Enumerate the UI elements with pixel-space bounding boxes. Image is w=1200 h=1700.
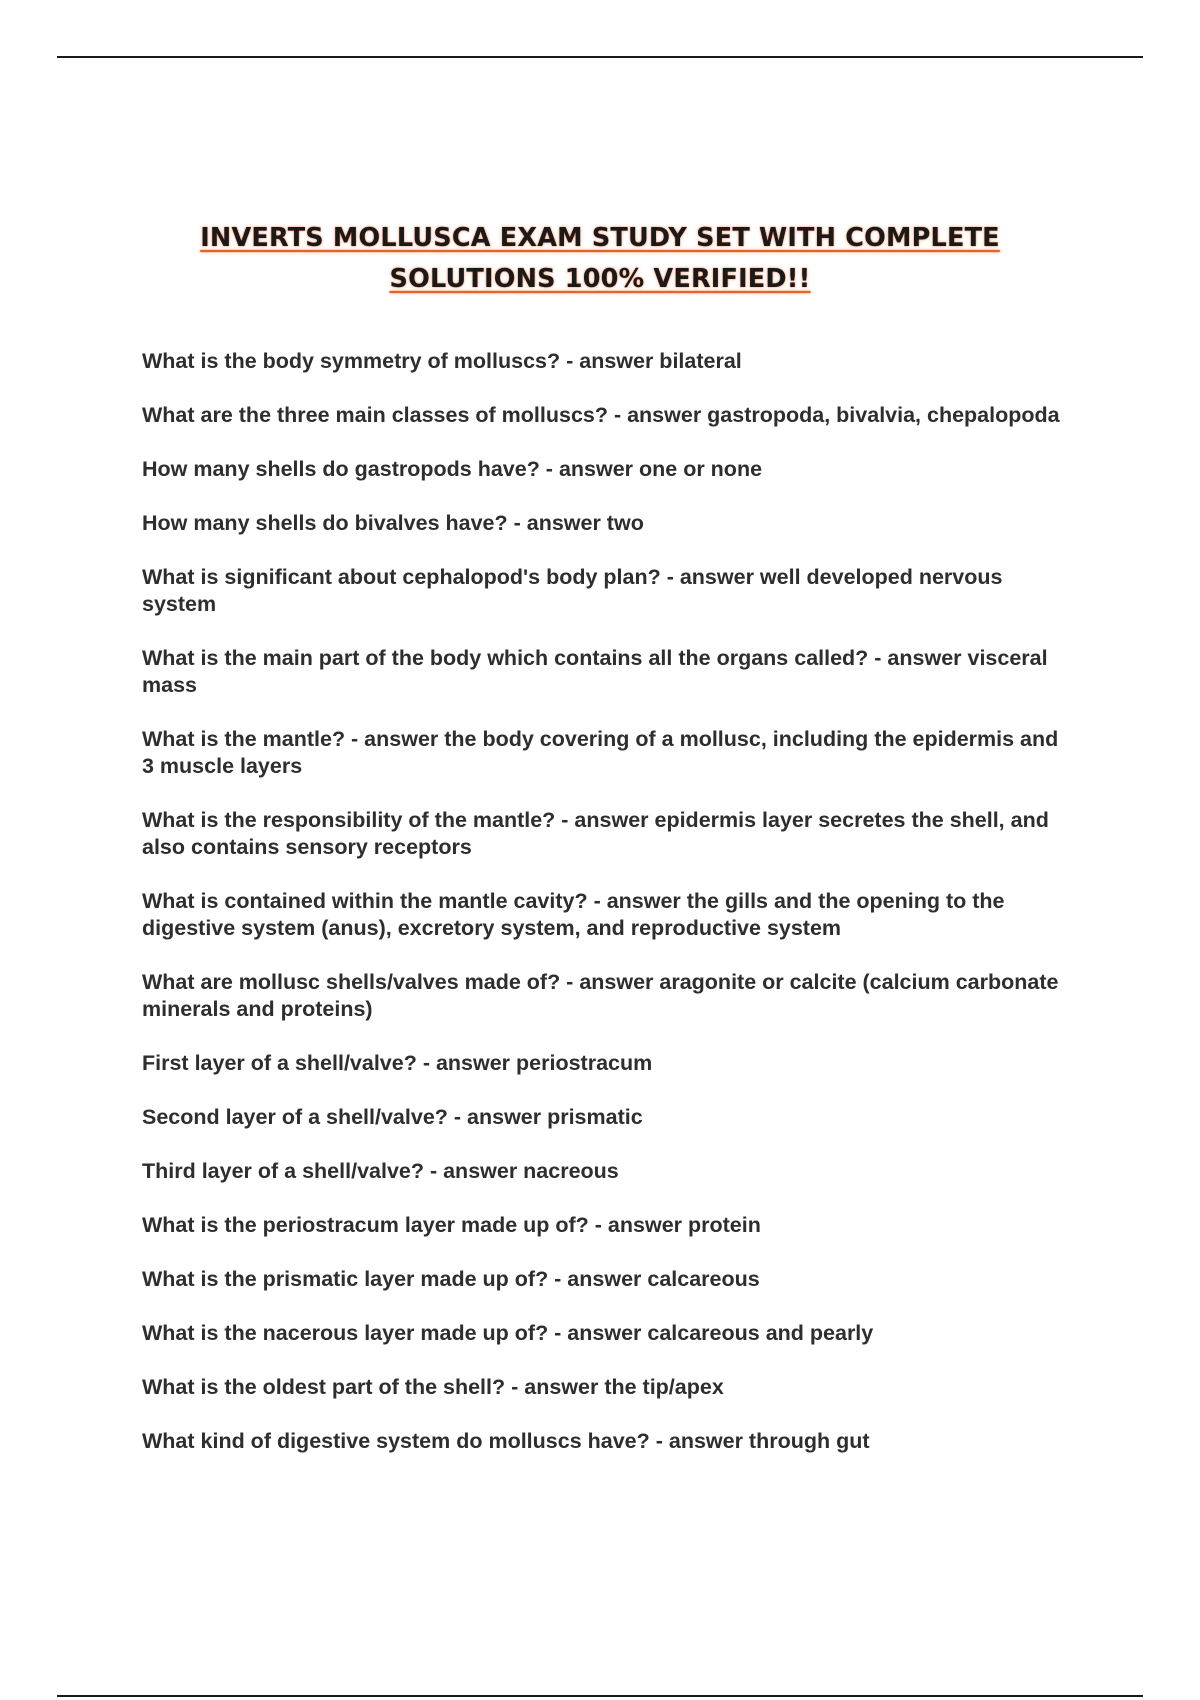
qa-item: What is significant about cephalopod's body plan? - answer well developed nervous system [142,565,1003,616]
footer-rule [57,1695,1143,1697]
qa-item: What is the main part of the body which contains all the organs called? - answer visceral mass [142,646,1048,697]
qa-item: Third layer of a shell/valve? - answer nacreous [142,1159,619,1183]
qa-item: What is the responsibility of the mantle? - answer epidermis layer secretes the shell, and also contains sensory receptors [142,808,1049,859]
qa-item: First layer of a shell/valve? - answer periostracum [142,1051,653,1075]
qa-item: What is the prismatic layer made up of? - answer calcareous [142,1267,760,1291]
title-line-2: SOLUTIONS 100% VERIFIED!! [389,264,811,294]
qa-item: How many shells do gastropods have? - answer one or none [142,457,763,481]
qa-item: What are the three main classes of molluscs? - answer gastropoda, bivalvia, chepalopoda [142,403,1060,427]
qa-item: What is contained within the mantle cavity? - answer the gills and the opening to the digestive system (anus), excretory system, and reproductive system [142,889,1005,940]
qa-item: What kind of digestive system do molluscs have? - answer through gut [142,1429,870,1453]
qa-list [142,348,1062,1455]
qa-item: What is the periostracum layer made up of? - answer protein [142,1213,761,1237]
qa-item: What are mollusc shells/valves made of? - answer aragonite or calcite (calcium carbonate minerals and proteins) [142,970,1059,1021]
qa-item: What is the nacerous layer made up of? - answer calcareous and pearly [142,1321,874,1345]
qa-item: How many shells do bivalves have? - answer two [142,511,644,535]
title-line-1: INVERTS MOLLUSCA EXAM STUDY SET WITH COMPLETE [200,223,1000,253]
header-rule [57,56,1143,58]
document-title [0,218,1200,300]
qa-item: What is the body symmetry of molluscs? - answer bilateral [142,349,742,373]
qa-item: What is the oldest part of the shell? - answer the tip/apex [142,1375,724,1399]
qa-item: What is the mantle? - answer the body covering of a mollusc, including the epidermis and 3 muscle layers [142,727,1059,778]
qa-item: Second layer of a shell/valve? - answer prismatic [142,1105,643,1129]
